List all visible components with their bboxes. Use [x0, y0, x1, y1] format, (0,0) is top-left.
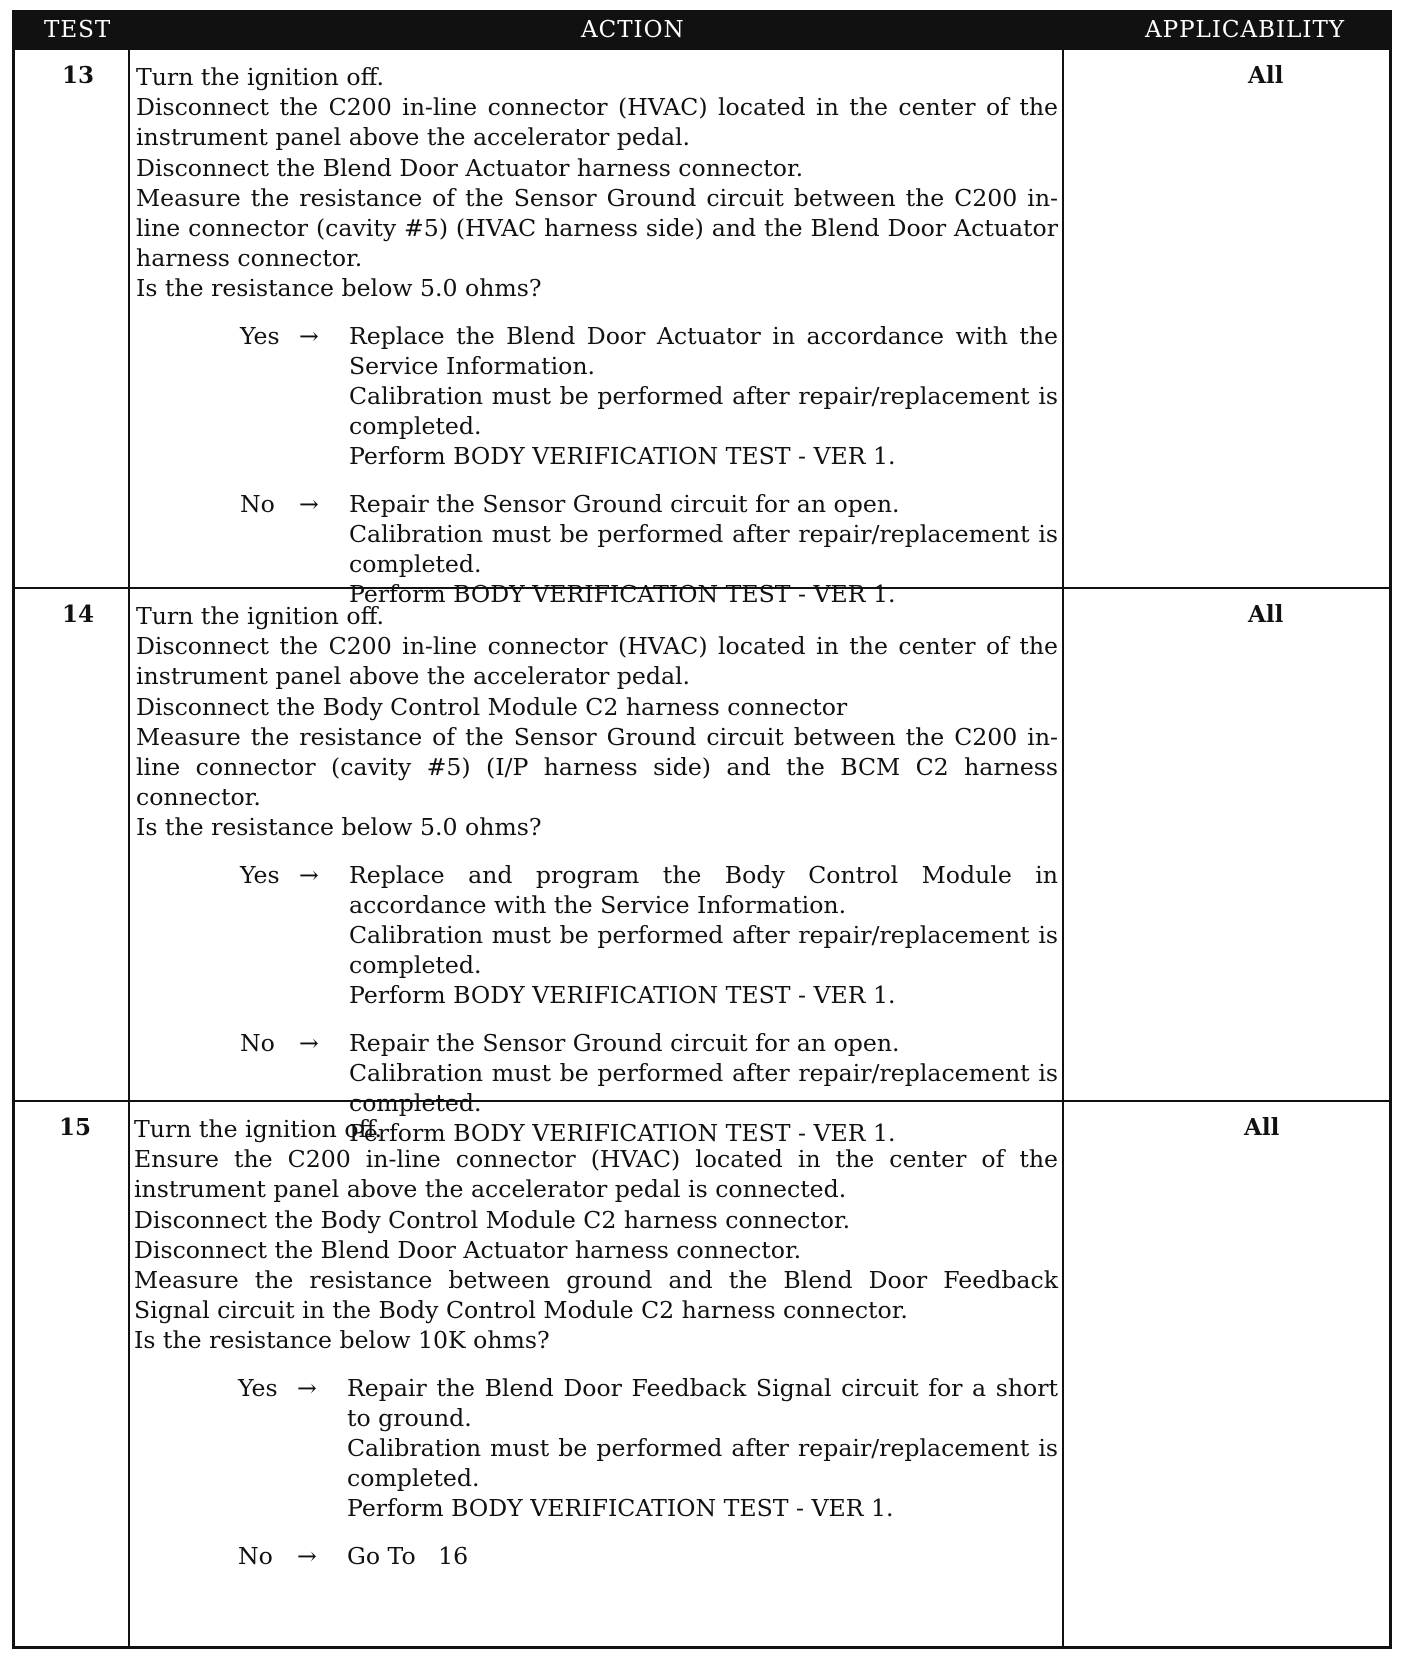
- result-line: Calibration must be performed after repair/replacement is completed.: [347, 1434, 1058, 1493]
- result-line: Replace and program the Body Control Module in accordance with the Service Information.: [349, 860, 1058, 919]
- table-row: [15, 1102, 1389, 1642]
- action-cell: [134, 1114, 1058, 1571]
- result-line: Perform BODY VERIFICATION TEST - VER 1.: [349, 981, 896, 1010]
- action-step: Disconnect the Blend Door Actuator harness connector.: [134, 1235, 802, 1264]
- action-step: Is the resistance below 10K ohms?: [134, 1326, 550, 1355]
- result-line: Repair the Sensor Ground circuit for an open.: [349, 489, 900, 518]
- yes-result: [136, 321, 1058, 472]
- arrow-icon: →: [299, 489, 319, 518]
- table-row: [15, 50, 1389, 609]
- action-step: Turn the ignition off.: [136, 602, 384, 630]
- action-step: Turn the ignition off.: [136, 63, 384, 91]
- diagnostic-test-table: [12, 10, 1392, 1649]
- action-step: Disconnect the C200 in-line connector (HVAC) located in the center of the instrument panel above the accelerator pedal.: [136, 93, 1058, 152]
- action-step: Is the resistance below 5.0 ohms?: [136, 813, 542, 842]
- yes-result: [136, 860, 1058, 1011]
- result-line: Perform BODY VERIFICATION TEST - VER 1.: [349, 442, 896, 471]
- result-line: Perform BODY VERIFICATION TEST - VER 1.: [349, 580, 896, 609]
- arrow-icon: →: [297, 1541, 317, 1570]
- applicability-value: All: [1248, 62, 1284, 89]
- action-step: Is the resistance below 5.0 ohms?: [136, 274, 542, 303]
- action-step: Turn the ignition off.: [134, 1115, 382, 1143]
- header-test: TEST: [44, 17, 112, 43]
- result-line: Perform BODY VERIFICATION TEST - VER 1.: [347, 1494, 894, 1523]
- arrow-icon: →: [297, 1373, 317, 1402]
- applicability-value: All: [1244, 1114, 1280, 1141]
- no-label: No: [240, 1028, 275, 1057]
- no-label: No: [238, 1541, 273, 1570]
- yes-result: [134, 1373, 1058, 1524]
- test-number: 15: [59, 1114, 92, 1141]
- yes-label: Yes: [240, 860, 280, 889]
- no-label: No: [240, 489, 275, 518]
- result-line: Calibration must be performed after repair/replacement is completed.: [349, 1058, 1058, 1118]
- result-line: Replace the Blend Door Actuator in accordance with the Service Information.: [349, 321, 1058, 380]
- result-line: Calibration must be performed after repair/replacement is completed.: [349, 382, 1058, 441]
- result-line: Repair the Sensor Ground circuit for an open.: [349, 1028, 900, 1057]
- table-header: [15, 13, 1389, 50]
- result-line: Calibration must be performed after repair/replacement is completed.: [349, 921, 1058, 980]
- yes-label: Yes: [240, 321, 280, 350]
- arrow-icon: →: [299, 860, 319, 889]
- action-step: Measure the resistance of the Sensor Ground circuit between the C200 in-line connector (cavity #5) (I/P harness side) and the BCM C2 harness connector.: [136, 722, 1058, 812]
- no-result: [134, 1541, 1058, 1571]
- action-step: Disconnect the C200 in-line connector (HVAC) located in the center of the instrument panel above the accelerator pedal.: [136, 632, 1058, 691]
- action-cell: [136, 62, 1058, 609]
- result-line: Repair the Blend Door Feedback Signal circuit for a short to ground.: [347, 1373, 1058, 1432]
- action-step: Measure the resistance between ground and the Blend Door Feedback Signal circuit in the Body Control Module C2 harness connector.: [134, 1266, 1058, 1325]
- action-step: Disconnect the Body Control Module C2 harness connector: [136, 692, 848, 721]
- result-line: Perform BODY VERIFICATION TEST - VER 1.: [349, 1119, 896, 1148]
- action-cell: [136, 601, 1058, 1148]
- test-number: 13: [62, 62, 95, 89]
- action-step: Disconnect the Body Control Module C2 harness connector.: [134, 1205, 851, 1234]
- action-step: Ensure the C200 in-line connector (HVAC) located in the center of the instrument panel above the accelerator pedal is connected.: [134, 1145, 1058, 1204]
- yes-label: Yes: [238, 1373, 278, 1402]
- action-step: Disconnect the Blend Door Actuator harness connector.: [136, 153, 804, 182]
- applicability-value: All: [1248, 601, 1284, 628]
- header-action: ACTION: [581, 17, 685, 43]
- test-number: 14: [62, 601, 95, 628]
- arrow-icon: →: [299, 321, 319, 350]
- action-step: Measure the resistance of the Sensor Ground circuit between the C200 in-line connector (cavity #5) (HVAC harness side) and the Blend Door Actuator harness connector.: [136, 183, 1058, 273]
- header-applicability: APPLICABILITY: [1145, 17, 1345, 43]
- arrow-icon: →: [299, 1028, 319, 1057]
- result-line: Calibration must be performed after repair/replacement is completed.: [349, 519, 1058, 579]
- goto-link: Go To 16: [347, 1541, 469, 1570]
